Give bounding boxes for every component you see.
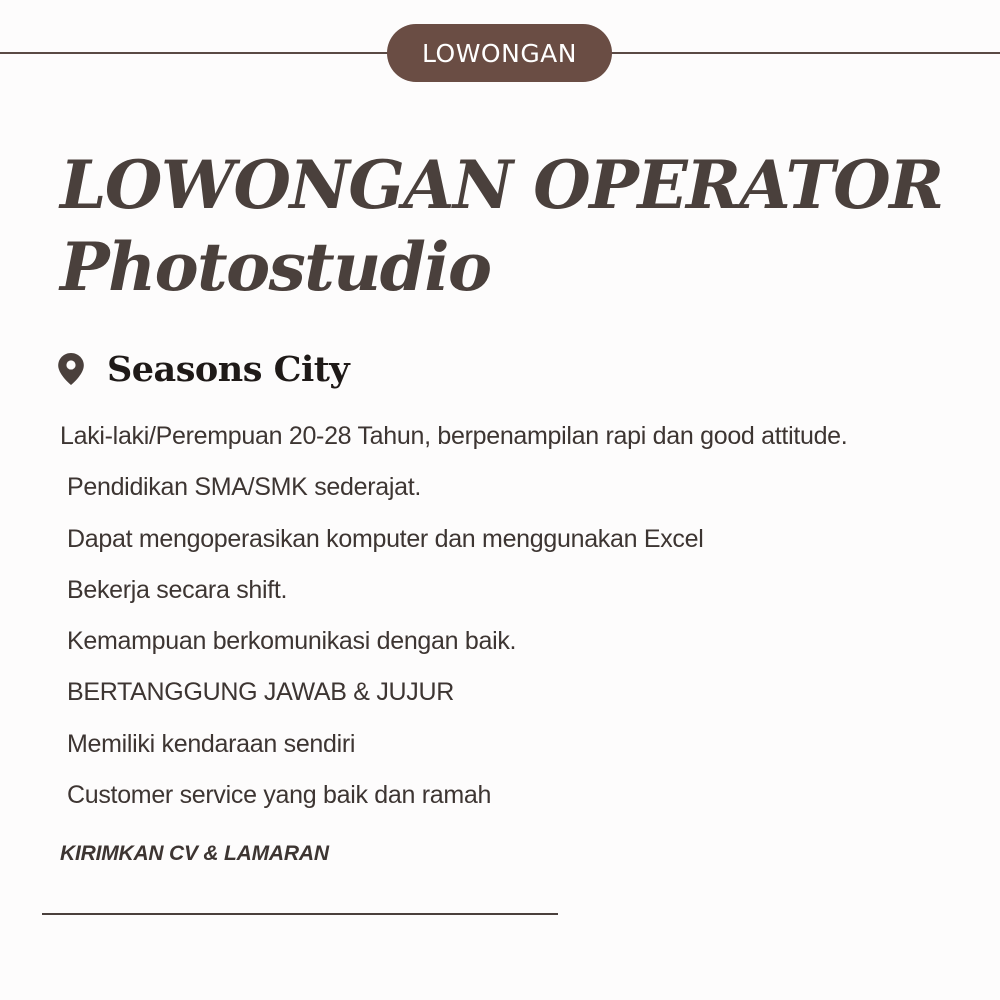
requirement-item: Bekerja secara shift. — [67, 575, 288, 604]
requirement-item: Kemampuan berkomunikasi dengan baik. — [67, 627, 517, 656]
map-pin-icon — [58, 353, 84, 385]
requirement-item: Memiliki kendaraan sendiri — [67, 729, 356, 758]
requirement-item: Dapat mengoperasikan komputer dan menggunakan Excel — [67, 524, 704, 553]
job-title-line-1: LOWONGAN OPERATOR — [60, 146, 943, 224]
requirement-item: Customer service yang baik dan ramah — [67, 781, 492, 810]
category-badge: LOWONGAN — [387, 24, 612, 82]
bottom-divider — [42, 913, 558, 915]
requirement-item: Laki-laki/Perempuan 20-28 Tahun, berpenampilan rapi dan good attitude. — [60, 422, 848, 450]
requirements-list — [60, 414, 990, 824]
call-to-action: KIRIMKAN CV & LAMARAN — [60, 842, 329, 865]
location-text: Seasons City — [107, 348, 350, 390]
requirement-item: Pendidikan SMA/SMK sederajat. — [67, 473, 421, 502]
location — [58, 345, 349, 393]
job-title-line-2: Photostudio — [60, 228, 491, 306]
job-title — [60, 144, 980, 308]
requirement-item: BERTANGGUNG JAWAB & JUJUR — [67, 678, 454, 707]
